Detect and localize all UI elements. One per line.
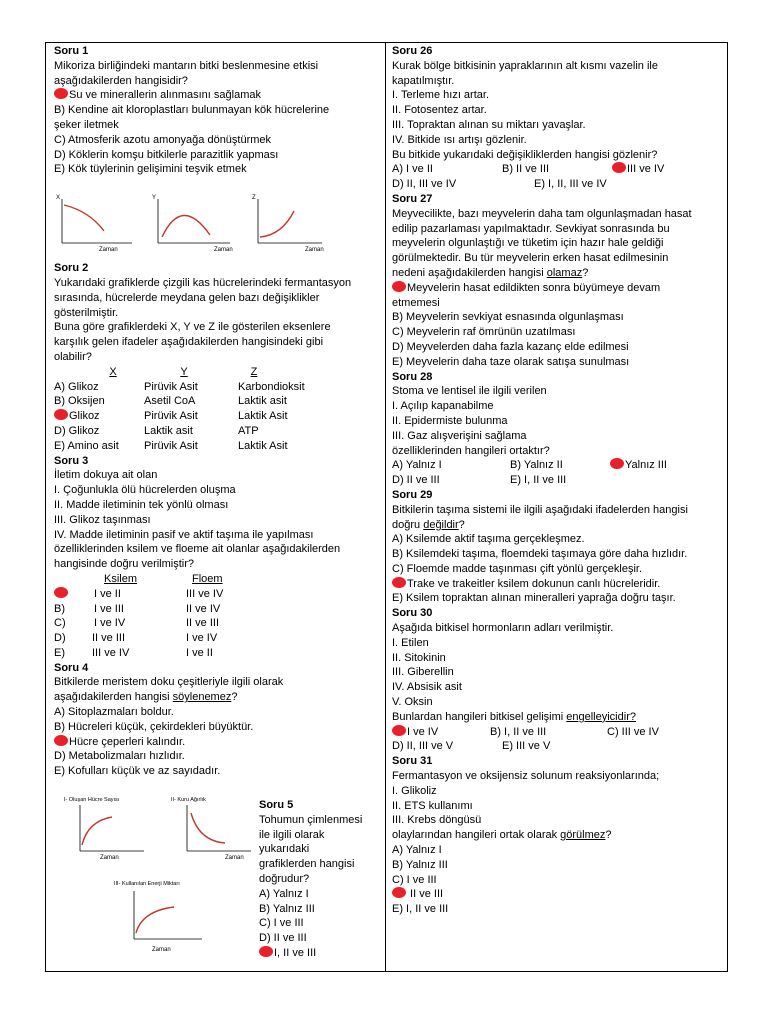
q2-option-b[interactable] [54,394,380,409]
q31-option-d[interactable] [392,887,724,902]
graph-title: I- Oluşan Hücre Sayısı [64,797,120,804]
cell: D) Glikoz [54,424,100,437]
stem-underlined: engelleyicidir? [566,710,636,723]
answer-mark [54,88,68,99]
q5-stem-line: Tohumun çimlenmesi [259,813,363,826]
q1-option-d[interactable]: D) Köklerin komşu bitkilerle parazitlik yapması [54,148,279,161]
q27-stem-line: Meyvecilikte, bazı meyvelerin daha tam olgunlaşmadan hasat [392,207,692,220]
q30-option-e[interactable]: E) III ve V [502,740,551,753]
q29-option-a[interactable]: A) Ksilemde aktif taşıma gerçekleşmez. [392,533,585,546]
cell: I ve II [186,646,213,659]
graph-axis: Zaman [100,855,119,862]
q4-option-b[interactable]: B) Hücreleri küçük, çekirdekleri büyüktür. [54,720,254,733]
q1-option-e[interactable]: E) Kök tüylerinin gelişimini teşvik etmek [54,163,247,176]
q26-options-row1 [392,162,724,177]
q1-stem-line: aşağıdakilerden hangisidir? [54,74,188,87]
q31-stem-line: Fermantasyon ve oksijensiz solunum reaksiyonlarında; [392,770,660,783]
q26-option-d[interactable]: D) II, III ve IV [392,178,457,191]
graph-z [250,191,345,253]
answer-mark [612,162,626,173]
q2-option-c[interactable] [54,409,380,424]
graph-title: III- Kullanılan Enerji Miktarı [114,881,180,888]
q5-block [54,793,380,968]
q5-stem-line: yukarıdaki [259,843,310,856]
option-text: I ve IV [407,725,439,738]
q27-stem-line: edilip pazarlaması yapılmaktadır. Sevkiyat sonrasında bu [392,222,670,235]
q30-option-b[interactable]: B) I, II ve III [490,725,547,738]
q3-stem-line: İletim dokuya ait olan [54,469,158,482]
cell: II ve III [186,617,220,630]
stem-text: ? [458,518,465,531]
q29-option-d[interactable] [392,577,724,592]
q26-stem-line: kapatılmıştır. [392,74,455,87]
q31-stem-line: III. Krebs döngüsü [392,814,482,827]
q30-stem-line: IV. Absisik asit [392,681,462,694]
q27-option-d[interactable]: D) Meyvelerden daha fazla kazanç elde edilmesi [392,340,629,353]
q31-stem-line: I. Glikoliz [392,784,437,797]
cell: D) [54,632,66,645]
q31-title: Soru 31 [392,755,433,768]
option-text: Hücre çeperleri kalındır. [69,735,186,748]
q2-table-header [54,365,380,380]
q2-option-a[interactable] [54,380,380,395]
q30-stem-line: Aşağıda bitkisel hormonların adları verilmiştir. [392,622,614,635]
cell: Glikoz [69,410,100,423]
q30-stem-line: V. Oksin [392,696,433,709]
q28-stem-line: III. Gaz alışverişini sağlama [392,429,527,442]
q3-stem-line: III. Glikoz taşınması [54,513,151,526]
q5-stem-line: ile ilgili olarak [259,828,325,841]
option-text: Meyvelerin hasat edildikten sonra büyümeye devam [407,281,661,294]
option-text: II ve III [407,888,444,901]
q2-stem-line: Buna göre grafiklerdeki X, Y ve Z ile gösterilen eksenlere [54,321,331,334]
worksheet-page [45,42,728,972]
q30-options-row2 [392,739,724,754]
q30-option-a[interactable] [392,725,490,740]
q1-title: Soru 1 [54,45,89,57]
q27-option-b[interactable]: B) Meyvelerin sevkiyat esnasında olgunlaşması [392,311,624,324]
q29-option-b[interactable]: B) Ksilemdeki taşıma, floemdeki taşımaya göre daha hızlıdır. [392,548,688,561]
cell: E) [54,646,65,659]
q27-stem-line [392,266,724,281]
q5-option-c[interactable]: C) I ve III [259,917,304,930]
q3-table-header [54,572,380,587]
q3-title: Soru 3 [54,454,89,467]
q31-stem-line: II. ETS kullanımı [392,799,473,812]
option-text: Trake ve trakeitler ksilem dokunun canlı hücreleridir. [407,577,661,590]
stem-text: ? [605,829,612,842]
cell: A) Glikoz [54,380,99,393]
answer-mark [610,458,624,469]
cell: E) Amino asit [54,439,119,452]
q26-option-a[interactable]: A) I ve II [392,163,433,176]
option-text: Su ve minerallerin alınmasını sağlamak [69,89,261,102]
cell: I ve III [94,602,124,615]
q30-stem-line [392,710,724,725]
q26-title: Soru 26 [392,45,433,57]
q3-stem-line: II. Madde iletiminin tek yönlü olması [54,498,229,511]
q3-stem-line: IV. Madde iletiminin pasif ve aktif taşıma ile yapılması [54,528,314,541]
q30-stem-line: II. Sitokinin [392,651,446,664]
q27-stem-line: meyvelerin olgunlaştığı ve tüketim için hazır hale geldiği [392,237,664,250]
option-text: Yalnız III [625,459,667,472]
q29-stem-line: Bitkilerin taşıma sistemi ile ilgili aşağıdaki ifadelerden hangisi [392,503,688,516]
q5-option-d[interactable]: D) II ve III [259,932,307,945]
q3-stem-line: özelliklerinden ksilem ve floeme ait olanlar aşağıdakilerden [54,543,341,556]
q2-option-d[interactable] [54,424,380,439]
q27-option-a-cont: etmemesi [392,296,440,309]
q1-option-b[interactable]: B) Kendine ait kloroplastları bulunmayan kök hücrelerine [54,104,330,117]
graph-x [54,191,149,253]
q31-option-b[interactable]: B) Yalnız III [392,858,448,871]
q29-title: Soru 29 [392,488,433,501]
graph-x-axis: Zaman [99,247,118,254]
q1-option-a[interactable] [54,88,380,103]
q4-option-e[interactable]: E) Kofulları küçük ve az sayıdadır. [54,765,221,778]
column-divider [385,43,386,971]
q30-options-row1 [392,725,724,740]
graph-z-label: Z [252,195,256,202]
cell: I ve IV [186,632,218,645]
q28-option-b[interactable]: B) Yalnız II [510,459,563,472]
answer-mark [392,281,406,292]
stem-text: doğru [392,518,424,531]
q28-stem-line: özelliklerinden hangileri ortaktır? [392,444,550,457]
q26-options-row2 [392,177,724,192]
stem-underlined: olamaz [546,266,583,279]
q27-title: Soru 27 [392,192,433,205]
q2-option-e[interactable] [54,439,380,454]
q5-stem-line: doğrudur? [259,873,310,886]
q27-option-c[interactable]: C) Meyvelerin raf ömrünün uzatılması [392,326,576,339]
q29-option-e[interactable]: E) Ksilem topraktan alınan mineralleri yaprağa doğru taşır. [392,592,676,605]
q3-stem-line: I. Çoğunlukla ölü hücrelerden oluşma [54,484,236,497]
q26-stem-line: Kurak bölge bitkisinin yapraklarının alt kısmı vazelin ile [392,59,658,72]
stem-text: aşağıdakilerden hangisi [54,691,173,704]
answer-mark [54,735,68,746]
cell: Asetil CoA [144,395,196,408]
q28-options-row2 [392,473,724,488]
cell: Karbondioksit [238,380,305,393]
cell: C) [54,617,66,630]
q28-option-a[interactable]: A) Yalnız I [392,459,442,472]
q28-stem-line: Stoma ve lentisel ile ilgili verilen [392,385,547,398]
q26-stem-line: Bu bitkide yukarıdaki değişikliklerden hangisi gözlenir? [392,148,658,161]
graph-y-axis: Zaman [214,247,233,254]
q2-stem-line: sırasında, hücrelerde meydana gelen bazı değişiklikler [54,291,320,304]
q30-stem-line: I. Etilen [392,636,429,649]
q3-option-a[interactable] [54,587,380,602]
q31-option-a[interactable]: A) Yalnız I [392,844,442,857]
graph-title: II- Kuru Ağırlık [171,797,206,804]
answer-mark [54,587,68,598]
q29-option-c[interactable]: C) Floemde madde taşınması çift yönlü gerçekleşir. [392,562,643,575]
stem-text: Bunlardan hangileri bitkisel gelişimi [392,710,567,723]
cell: B) Oksijen [54,395,105,408]
q28-title: Soru 28 [392,370,433,383]
q1-option-c[interactable]: C) Atmosferik azotu amonyağa dönüştürmek [54,133,272,146]
q3-option-d[interactable] [54,631,380,646]
q28-option-e[interactable]: E) I, II ve III [510,474,567,487]
q5-text [259,798,379,961]
q3-option-e[interactable] [54,646,380,661]
q30-option-d[interactable]: D) II, III ve V [392,740,454,753]
graph-axis: Zaman [225,855,244,862]
cell: Laktik asit [144,424,193,437]
answer-mark [392,887,406,898]
answer-mark [259,946,273,957]
graph-axis: Zaman [152,947,171,954]
q3-option-c[interactable] [54,616,380,631]
answer-mark [392,577,406,588]
left-column [54,44,380,968]
q26-stem-line: II. Fotosentez artar. [392,104,487,117]
right-column [392,44,724,917]
graph-z-axis: Zaman [305,247,324,254]
cell: Laktik asit [238,395,287,408]
q27-option-a[interactable] [392,281,724,296]
q28-option-c[interactable] [610,458,667,473]
q3-option-b[interactable] [54,602,380,617]
q30-stem-line: III. Giberellin [392,666,454,679]
q2-stem-line: olabilir? [54,350,92,363]
q31-option-c[interactable]: C) I ve III [392,873,437,886]
q26-option-b[interactable]: B) II ve III [502,163,550,176]
q5-option-a[interactable]: A) Yalnız I [259,887,309,900]
cell: Pirüvik Asit [144,439,198,452]
q5-option-e[interactable] [259,946,379,961]
q26-option-c[interactable] [612,162,664,177]
q28-options-row1 [392,458,724,473]
q4-option-c[interactable] [54,735,380,750]
q2-header-y: Y [180,365,188,378]
q30-title: Soru 30 [392,607,433,620]
cell: II ve III [92,632,126,645]
q31-option-e[interactable]: E) I, II ve III [392,903,449,916]
q26-stem-line: III. Topraktan alınan su miktarı yavaşlar. [392,118,586,131]
q3-stem-line: hangisinde doğru verilmiştir? [54,558,195,571]
q27-option-e[interactable]: E) Meyvelerin daha taze olarak satışa sunulması [392,355,630,368]
cell: I ve IV [94,617,126,630]
q28-stem-line: I. Açılıp kapanabilme [392,400,494,413]
graph-y [150,191,245,253]
cell: ATP [238,424,259,437]
graph-cell-count [62,793,152,861]
q4-option-d[interactable]: D) Metabolizmaları hızlıdır. [54,750,185,763]
q4-title: Soru 4 [54,661,89,674]
q1-stem-line: Mikoriza birliğindeki mantarın bitki beslenmesine etkisi [54,59,319,72]
q27-stem-line: görülmektedir. Bu tür meyvelerin erken hasat edilmesinin [392,252,669,265]
q2-header-x: X [109,365,117,378]
q5-stem-line: grafiklerden hangisi [259,858,355,871]
q2-stem-line: gösterilmiştir. [54,306,119,319]
stem-text: ? [582,266,589,279]
q1-option-b-cont: şeker iletmek [54,118,119,131]
q28-option-d[interactable]: D) II ve III [392,474,440,487]
cell: B) [54,602,65,615]
q4-stem-line [54,690,380,705]
stem-underlined: değildir [423,518,459,531]
cell: I ve II [94,587,121,600]
stem-underlined: söylenemez [172,691,232,704]
q3-header-ksilem: Ksilem [104,572,138,585]
graph-y-label: Y [152,195,157,202]
q4-option-a[interactable]: A) Sitoplazmaları boldur. [54,706,174,719]
q3-header-floem: Floem [192,572,223,585]
graph-dry-weight [169,793,259,861]
stem-underlined: görülmez [560,829,606,842]
stem-text: olaylarından hangileri ortak olarak [392,829,561,842]
q5-title: Soru 5 [259,799,294,812]
q2-header-z: Z [250,365,258,378]
stem-text: nedeni aşağıdakilerden hangisi [392,266,547,279]
cell: Pirüvik Asit [144,380,198,393]
q28-stem-line: II. Epidermiste bulunma [392,414,508,427]
graph-energy-used [112,877,222,957]
q26-option-e[interactable]: E) I, II, III ve IV [534,178,607,191]
option-text: I, II ve III [274,947,317,960]
q2-stem-line: karşılık gelen ifadeler aşağıdakilerden hangisindeki gibi [54,336,324,349]
q4-stem-line: Bitkilerde meristem doku çeşitleriyle ilgili olarak [54,676,284,689]
q31-stem-line [392,828,724,843]
q2-title: Soru 2 [54,262,89,275]
cell: Pirüvik Asit [144,410,198,423]
cell: II ve IV [186,602,221,615]
fermentation-graphs [54,191,380,255]
cell: Laktik Asit [238,439,288,452]
q29-stem-line [392,518,724,533]
answer-mark [54,409,68,420]
graph-x-label: X [56,195,61,202]
cell: Laktik Asit [238,410,288,423]
stem-text: ? [231,691,238,704]
answer-mark [392,725,406,736]
cell: III ve IV [186,587,224,600]
option-text: III ve IV [627,163,665,176]
q5-option-b[interactable]: B) Yalnız III [259,902,315,915]
cell: III ve IV [92,646,130,659]
q30-option-c[interactable]: C) III ve IV [607,725,659,738]
q26-stem-line: I. Terleme hızı artar. [392,89,490,102]
q2-stem-line: Yukarıdaki grafiklerde çizgili kas hücrelerindeki fermantasyon [54,276,352,289]
q26-stem-line: IV. Bitkide ısı artışı gözlenir. [392,133,527,146]
